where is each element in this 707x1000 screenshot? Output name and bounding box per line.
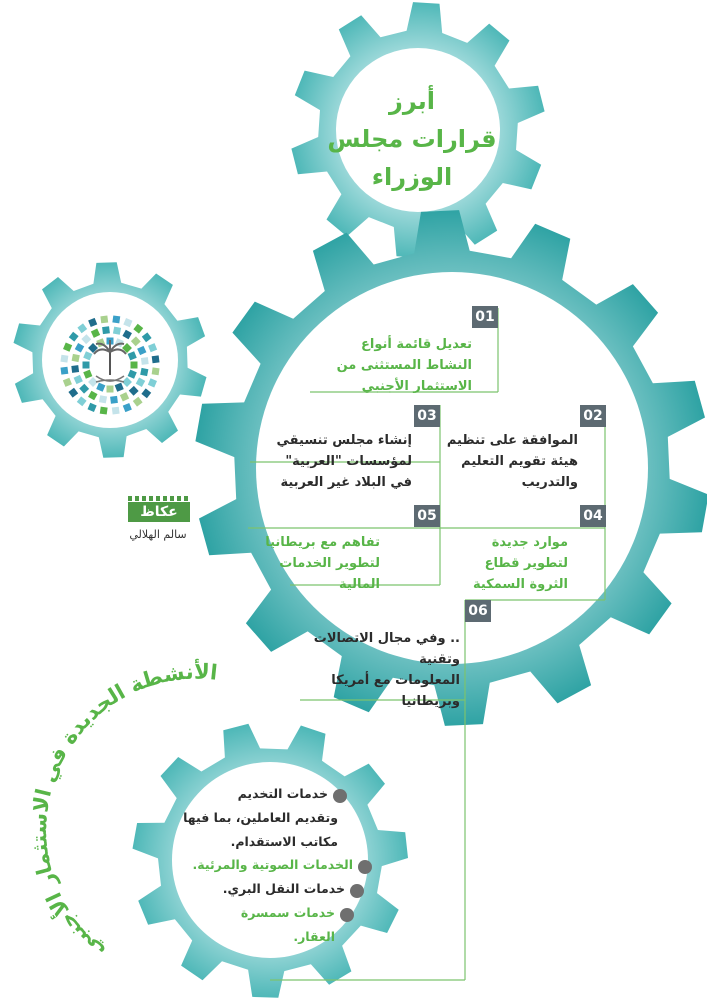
mosaic-tile — [112, 315, 120, 323]
decision-04-text: موارد جديدة لتطوير قطاع الثروة السمكية — [472, 535, 568, 592]
mosaic-tile — [140, 368, 148, 376]
decision-06-text: .. وفي مجال الاتصالات وتقنية المعلومات مع أمريكا وبريطانيا — [313, 631, 460, 709]
mosaic-tile — [99, 395, 107, 403]
bullet-icon — [333, 789, 347, 803]
activities-heading: الأنشطة الجديدة في الاستثمار الأجنبي — [26, 659, 219, 965]
decision-02-text: الموافقة على تنظيم هيئة تقويم التعليم والتدريب — [446, 433, 578, 490]
main-title — [312, 82, 512, 196]
mosaic-tile — [110, 396, 118, 404]
decision-01-number: 01 — [472, 306, 498, 328]
okaz-logo: عكاظ — [128, 502, 190, 522]
decision-03-text: إنشاء مجلس تنسيقي لمؤسسات "العربية" في البلاد غير العربية — [276, 433, 412, 490]
decision-05-text: تفاهم مع بريطانيا لتطوير الخدمات المالية — [265, 535, 380, 592]
activity-item-1: خدمات التخديم — [237, 786, 328, 801]
mosaic-tile — [60, 367, 68, 375]
title-line-2: قرارات مجلس — [327, 125, 497, 153]
activity-item-3: خدمات النقل البري. — [222, 881, 345, 896]
bullet-icon — [340, 908, 354, 922]
mosaic-tile — [83, 362, 90, 369]
bullet-icon — [350, 884, 364, 898]
mosaic-tile — [113, 327, 121, 335]
title-line-1: أبرز — [389, 87, 435, 115]
mosaic-tile — [152, 355, 160, 363]
decision-01-text: تعديل قائمة أنواع النشاط المستثنى من الاستثمار الأجنبي — [336, 337, 472, 394]
mosaic-tile — [131, 362, 138, 369]
mosaic-tile — [152, 367, 160, 375]
mosaic-tile — [141, 357, 149, 365]
decision-04-number: 04 — [580, 505, 606, 527]
mosaic-tile — [102, 326, 110, 334]
decision-06-number: 06 — [465, 600, 491, 622]
activity-item-2: الخدمات الصوتية والمرئية. — [192, 857, 353, 872]
activity-item-4: خدمات سمسرة العقار. — [240, 905, 335, 944]
title-line-3: الوزراء — [371, 163, 453, 191]
author-name: سالم الهلالي — [129, 528, 187, 541]
mosaic-tile — [72, 354, 80, 362]
bullet-icon — [358, 860, 372, 874]
mosaic-tile — [60, 355, 68, 363]
mosaic-tile — [100, 407, 108, 415]
mosaic-tile — [100, 315, 108, 323]
mosaic-tile — [112, 407, 120, 415]
decision-03-number: 03 — [414, 405, 440, 427]
decision-05-number: 05 — [414, 505, 440, 527]
decision-02-number: 02 — [580, 405, 606, 427]
mosaic-tile — [107, 386, 114, 393]
mosaic-tile — [71, 365, 79, 373]
activity-item-1-cont: وتقديم العاملين، بما فيها مكاتب الاستقدام. — [183, 810, 338, 849]
